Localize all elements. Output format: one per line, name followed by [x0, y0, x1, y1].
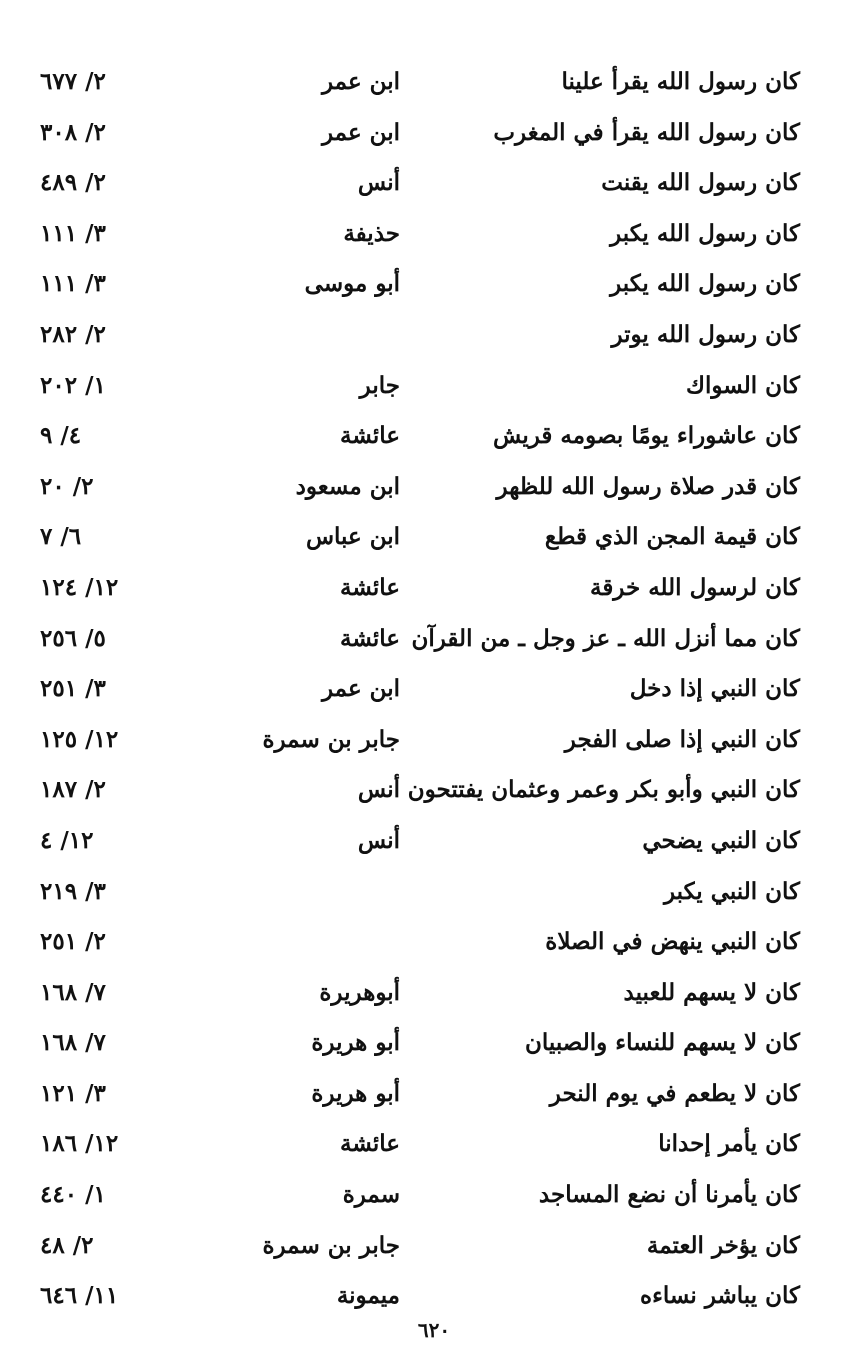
narrator-name	[250, 917, 400, 968]
hadith-text: كان يؤخر العتمة	[646, 1231, 800, 1259]
narrator-name: ابن عمر	[321, 118, 400, 146]
index-row	[40, 968, 800, 1019]
narrator-name: أنس	[357, 169, 400, 197]
volume-page-reference: ٣/ ٢١٩	[40, 877, 106, 905]
hadith-text: كان رسول الله يكبر	[610, 270, 800, 298]
index-row	[40, 1069, 800, 1120]
index-row	[40, 1170, 800, 1221]
index-row	[40, 108, 800, 159]
narrator-name: عائشة	[340, 422, 400, 450]
volume-page-reference: ٤/ ٩	[40, 422, 82, 450]
hadith-text: كان النبي ينهض في الصلاة	[545, 928, 800, 956]
index-row	[40, 1119, 800, 1170]
volume-page-reference: ١/ ٤٤٠	[40, 1181, 106, 1209]
volume-page-reference: ٢/ ١٨٧	[40, 776, 106, 804]
volume-page-reference: ٢/ ٦٧٧	[40, 68, 106, 95]
index-row	[40, 614, 800, 665]
narrator-name: ابن عمر	[321, 675, 400, 703]
volume-page-reference: ٧/ ١٦٨	[40, 1029, 106, 1057]
index-row	[40, 1018, 800, 1069]
hadith-text: كان لرسول الله خرقة	[589, 573, 800, 601]
hadith-text: كان قدر صلاة رسول الله للظهر	[496, 472, 800, 500]
index-row	[40, 867, 800, 918]
volume-page-reference: ٢/ ٢٥١	[40, 928, 106, 956]
hadith-text: كان لا يسهم للعبيد	[623, 978, 800, 1006]
hadith-text: كان رسول الله يقنت	[601, 169, 800, 197]
narrator-name: أنس	[357, 826, 400, 854]
volume-page-reference: ٣/ ١١١	[40, 219, 106, 247]
narrator-name: ميمونة	[336, 1282, 400, 1310]
narrator-name: ابن عباس	[305, 523, 400, 551]
hadith-text: كان لا يطعم في يوم النحر	[549, 1079, 800, 1107]
volume-page-reference: ٣/ ٢٥١	[40, 675, 106, 703]
index-row	[40, 259, 800, 310]
volume-page-reference: ٢/ ٢٠	[40, 472, 94, 500]
volume-page-reference: ٢/ ٢٨٢	[40, 320, 106, 348]
narrator-name	[250, 310, 400, 361]
index-row	[40, 462, 800, 513]
hadith-text: كان رسول الله يكبر	[610, 219, 800, 247]
page-number: ٦٢٠	[417, 1318, 451, 1342]
narrator-name	[250, 867, 400, 918]
volume-page-reference: ٢/ ٣٠٨	[40, 118, 106, 146]
hadith-index-table	[40, 57, 800, 1322]
hadith-text: كان النبي يضحي	[642, 826, 800, 854]
hadith-text: كان النبي يكبر	[663, 877, 800, 905]
index-row	[40, 664, 800, 715]
index-row	[40, 512, 800, 563]
narrator-name: عائشة	[340, 1130, 400, 1158]
index-row	[40, 917, 800, 968]
narrator-name: جابر بن سمرة	[262, 725, 400, 753]
narrator-name: أبو هريرة	[311, 1079, 400, 1107]
hadith-text: كان رسول الله يوتر	[611, 320, 800, 348]
volume-page-reference: ٧/ ١٦٨	[40, 978, 106, 1006]
narrator-name: جابر بن سمرة	[262, 1231, 400, 1259]
narrator-name: أبوهريرة	[319, 978, 400, 1006]
hadith-text: كان مما أنزل الله ـ عز وجل ـ من القرآن	[411, 624, 800, 652]
volume-page-reference: ١٢/ ١٨٦	[40, 1130, 119, 1158]
hadith-text: كان النبي إذا صلى الفجر	[564, 725, 800, 753]
volume-page-reference: ١/ ٢٠٢	[40, 371, 106, 399]
index-row	[40, 816, 800, 867]
volume-page-reference: ٢/ ٤٨	[40, 1231, 94, 1259]
narrator-name: سمرة	[342, 1181, 400, 1209]
index-row	[40, 310, 800, 361]
index-row	[40, 715, 800, 766]
index-row	[40, 563, 800, 614]
narrator-name: أنس	[357, 776, 400, 804]
index-row	[40, 1271, 800, 1322]
hadith-text: كان يأمر إحدانا	[658, 1130, 800, 1158]
narrator-name: أبو موسى	[304, 270, 400, 298]
narrator-name: عائشة	[340, 573, 400, 601]
volume-page-reference: ١٢/ ١٢٤	[40, 573, 119, 601]
hadith-text: كان لا يسهم للنساء والصبيان	[525, 1029, 800, 1057]
volume-page-reference: ١١/ ٦٤٦	[40, 1282, 119, 1310]
hadith-text: كان رسول الله يقرأ علينا	[561, 68, 800, 95]
narrator-name: ابن مسعود	[295, 472, 400, 500]
hadith-text: كان رسول الله يقرأ في المغرب	[493, 118, 800, 146]
hadith-text: كان النبي وأبو بكر وعمر وعثمان يفتتحون	[407, 776, 800, 804]
volume-page-reference: ١٢/ ١٢٥	[40, 725, 119, 753]
volume-page-reference: ٣/ ١١١	[40, 270, 106, 298]
hadith-text: كان السواك	[685, 371, 800, 399]
hadith-text: كان يباشر نساءه	[640, 1282, 800, 1310]
hadith-text: كان يأمرنا أن نضع المساجد	[538, 1181, 800, 1209]
index-row	[40, 361, 800, 412]
hadith-text: كان قيمة المجن الذي قطع	[544, 523, 800, 551]
hadith-text: كان عاشوراء يومًا بصومه قريش	[493, 422, 800, 450]
index-row	[40, 209, 800, 260]
volume-page-reference: ٥/ ٢٥٦	[40, 624, 106, 652]
narrator-name: عائشة	[340, 624, 400, 652]
index-row	[40, 411, 800, 462]
volume-page-reference: ٣/ ١٢١	[40, 1079, 106, 1107]
volume-page-reference: ٦/ ٧	[40, 523, 82, 551]
narrator-name: ابن عمر	[321, 68, 400, 95]
narrator-name: حذيفة	[343, 219, 400, 247]
index-row	[40, 1221, 800, 1272]
narrator-name: أبو هريرة	[311, 1029, 400, 1057]
index-row	[40, 57, 800, 108]
index-row	[40, 158, 800, 209]
volume-page-reference: ١٢/ ٤	[40, 826, 94, 854]
narrator-name: جابر	[359, 371, 400, 399]
index-row	[40, 765, 800, 816]
hadith-text: كان النبي إذا دخل	[629, 675, 800, 703]
volume-page-reference: ٢/ ٤٨٩	[40, 169, 106, 197]
